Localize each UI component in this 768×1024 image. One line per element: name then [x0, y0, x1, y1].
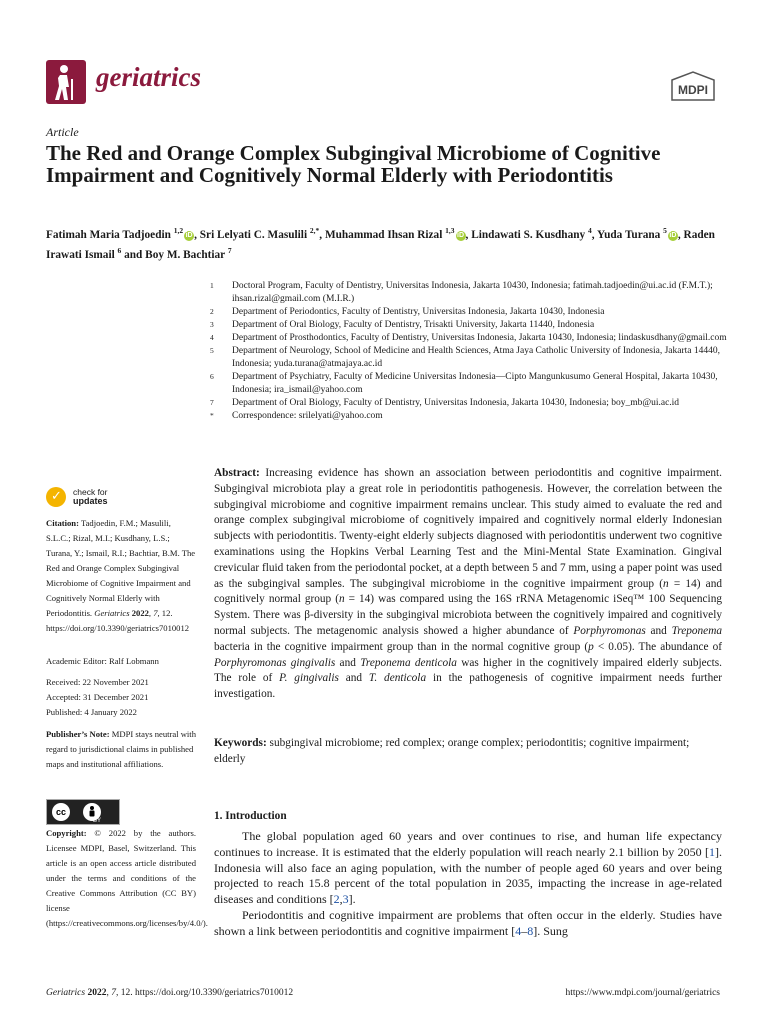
publisher-note-label: Publisher’s Note:	[46, 729, 110, 739]
footer-journal-link[interactable]: https://www.mdpi.com/journal/geriatrics	[565, 988, 720, 998]
orcid-icon[interactable]: iD	[185, 231, 193, 239]
author-name: Raden Irawati Ismail $^6$	[46, 228, 715, 261]
affiliation-text: Department of Prosthodontics, Faculty of Dentistry, Universitas Indonesia, Jakarta 10430, Indonesia; lindaskusdhany@gmail.com	[232, 333, 727, 343]
cc-by-label: BY	[92, 818, 101, 824]
author-name: Muhammad Ihsan Rizal $^{1,3}$	[324, 226, 455, 241]
publisher-note	[46, 727, 196, 772]
author-affiliation-sup: 2,*	[309, 226, 320, 235]
cc-icon: cc	[52, 803, 70, 821]
author-affiliation-sup: 1,3	[445, 226, 455, 235]
citation-block	[46, 516, 196, 636]
affiliation-number: 1	[210, 281, 214, 290]
citation-label: Citation:	[46, 518, 79, 528]
body-paragraph: Periodontitis and cognitive impairment are problems that often occur in the elderly. Studies have shown a link between periodontitis and cognitive impairment [4–8]. Sung	[214, 907, 722, 938]
author-affiliation-sup: 7	[227, 245, 232, 255]
publisher-note-text: MDPI stays neutral with regard to jurisdictional claims in published maps and institutional affiliations.	[46, 729, 196, 769]
author-name: Sri Lelyati C. Masulili $^{2,*}$	[199, 226, 320, 241]
affiliation-item	[210, 332, 730, 345]
affiliations	[210, 280, 730, 423]
orcid-icon[interactable]: iD	[669, 231, 677, 239]
citation-text: Tadjoedin, F.M.; Masulili, S.L.C.; Rizal, M.I.; Kusdhany, L.S.; Turana, Y.; Ismail, R.I.; Bachtiar, B.M. The Red and Orange Complex Subgingival Microbiome of Cognitive Impairment and Cognitively Normal Elderly with Periodontitis. Geriatrics 2022, 7, 12. https://doi.org/10.3390/geriatrics7010012	[46, 518, 196, 633]
affiliation-text: Department of Psychiatry, Faculty of Medicine Universitas Indonesia—Cipto Mangunkusumo General Hospital, Jakarta 10430, Indonesia; ira_ismail@yahoo.com	[232, 372, 718, 395]
author-list: Fatimah Maria Tadjoedin $^{1,2}$iD , Sri Lelyati C. Masulili $^{2,*}$, Muhammad Ihsan Rizal $^{1,3}$iD , Lindawati S. Kusdhany $^4$, Yuda Turana $^5$iD , Raden Irawati Ismail $^6$ and Boy M. Bachtiar $^7$	[46, 226, 715, 261]
affiliation-number: 7	[210, 398, 214, 407]
affiliation-item	[210, 371, 730, 397]
author-name: Yuda Turana $^5$	[596, 226, 667, 241]
affiliation-item	[210, 410, 730, 423]
affiliation-text: Department of Periodontics, Faculty of Dentistry, Universitas Indonesia, Jakarta 10430, Indonesia	[232, 307, 605, 317]
affiliation-item	[210, 319, 730, 332]
affiliation-number: 4	[210, 333, 214, 342]
author-name: Fatimah Maria Tadjoedin $^{1,2}$	[46, 226, 184, 241]
author-affiliation-sup: 4	[588, 226, 592, 235]
affiliation-number: 5	[210, 346, 214, 355]
article-type: Article	[46, 125, 79, 139]
affiliation-item	[210, 345, 730, 371]
paper-title: The Red and Orange Complex Subgingival Microbiome of Cognitive Impairment and Cognitively Normal Elderly with Periodontitis	[46, 141, 661, 187]
section-heading: 1. Introduction	[214, 810, 287, 822]
keywords	[214, 736, 722, 768]
affiliation-text: Department of Neurology, School of Medicine and Health Sciences, Atma Jaya Catholic University of Indonesia, Jakarta 14440, Indonesia; yuda.turana@atmajaya.ac.id	[232, 346, 720, 369]
copyright-label: Copyright:	[46, 828, 87, 838]
affiliation-number: 2	[210, 307, 214, 316]
check-icon: ✓	[46, 487, 66, 507]
introduction-body	[214, 829, 722, 940]
affiliation-text: Doctoral Program, Faculty of Dentistry, Universitas Indonesia, Jakarta 10430, Indonesia; fatimah.tadjoedin@ui.ac.id (F.M.T.); ihsan.rizal@gmail.com (M.I.R.)	[232, 281, 713, 304]
journal-name: geriatrics	[96, 62, 201, 92]
body-paragraph: The global population aged 60 years and over continues to rise, and human life expectancy continues to increase. It is estimated that the elderly population will reach nearly 2.1 billion by 2050 [1]. Indonesia will also face an aging population, with the number of people aged 60 years and over being projected to reach 15.8 percent of the total population in 2035, impacting the increase in age-related diseases and conditions [2,3].	[214, 829, 722, 907]
check-updates-line2: updates	[73, 496, 108, 506]
mdpi-logo-text: MDPI	[678, 83, 708, 97]
copyright-text: © 2022 by the authors. Licensee MDPI, Basel, Switzerland. This article is an open access article distributed under the terms and conditions of the Creative Commons Attribution (CC BY) license (https://creativecommons.org/licenses/by/4.0/).	[46, 828, 208, 928]
received-date: Received: 22 November 2021	[46, 677, 149, 687]
author-name: Boy M. Bachtiar $^7$	[145, 245, 232, 261]
author-name: Lindawati S. Kusdhany $^4$	[471, 226, 592, 241]
elderly-person-icon	[46, 60, 86, 104]
check-updates-line1: check for	[73, 487, 108, 497]
affiliation-number: 3	[210, 320, 214, 329]
copyright-block	[46, 826, 208, 931]
footer-citation[interactable]: Geriatrics 2022, 7, 12. https://doi.org/10.3390/geriatrics7010012	[46, 988, 294, 998]
author-affiliation-sup: 5	[663, 226, 667, 235]
mdpi-logo	[668, 70, 718, 102]
affiliation-text: Correspondence: srilelyati@yahoo.com	[232, 411, 383, 421]
abstract-text: Increasing evidence has shown an association between periodontitis and cognitive impairment. Subgingival microbiota play a great role in periodontitis pathogenesis. However, the correlation between the subgingival microbiome and cognitive impairment remains unclear. This study aimed to evaluate the red and orange complex subgingival microbiome of cognitively impaired and cognitively normal elderly Indonesian subjects with periodontitis. Twenty-eight elderly subjects diagnosed with periodontitis underwent two cognitive examinations using the Hopkins Verbal Learning Test and the Mini-Mental State Examination. Gingival crevicular fluid taken from the periodontal pocket, at a depth between 5 and 7 mm, using a paper point was used as the subgingival samples. The subgingival microbiome in the cognitive impairment group (n = 14) and cognitively normal group (n = 14) was compared using the 16S rRNA Metagenomic iSeq™ 100 Sequencing System. There was β-diversity in the subgingival microbiota between the cognitively impaired and cognitively normal subjects. The metagenomic analysis showed a higher abundance of Porphyromonas and Treponema bacteria in the cognitive impairment group than in the normal cognitive group (p < 0.05). The abundance of Porphyromonas gingivalis and Treponema denticola was higher in the cognitively impaired elderly subjects. The role of P. gingivalis and T. denticola in the pathogenesis of cognitive impairment needs further investigation.	[214, 467, 723, 701]
orcid-icon[interactable]: iD	[457, 231, 465, 239]
author-affiliation-sup: 1,2	[173, 226, 184, 235]
affiliation-number: *	[210, 411, 214, 420]
author-affiliation-sup: 6	[117, 245, 122, 255]
keywords-label: Keywords:	[214, 737, 267, 749]
abstract-label: Abstract:	[214, 467, 260, 479]
published-date: Published: 4 January 2022	[46, 707, 137, 717]
affiliation-item	[210, 306, 730, 319]
affiliation-item	[210, 397, 730, 410]
academic-editor: Academic Editor: Ralf Lobmann	[46, 656, 159, 666]
keywords-text: subgingival microbiome; red complex; orange complex; periodontitis; cognitive impairment; elderly	[214, 737, 690, 765]
affiliation-number: 6	[210, 372, 214, 381]
journal-logo	[46, 60, 86, 104]
accepted-date: Accepted: 31 December 2021	[46, 692, 149, 702]
affiliation-text: Department of Oral Biology, Faculty of Dentistry, Trisakti University, Jakarta 11440, Indonesia	[232, 320, 595, 330]
check-for-updates-button[interactable]	[46, 487, 108, 507]
abstract	[214, 466, 722, 703]
cc-license-badge[interactable]	[46, 799, 120, 825]
dates-block	[46, 675, 196, 720]
affiliation-item	[210, 280, 730, 306]
affiliation-text: Department of Oral Biology, Faculty of Dentistry, Universitas Indonesia, Jakarta 10430, Indonesia; boy_mb@ui.ac.id	[232, 398, 680, 408]
